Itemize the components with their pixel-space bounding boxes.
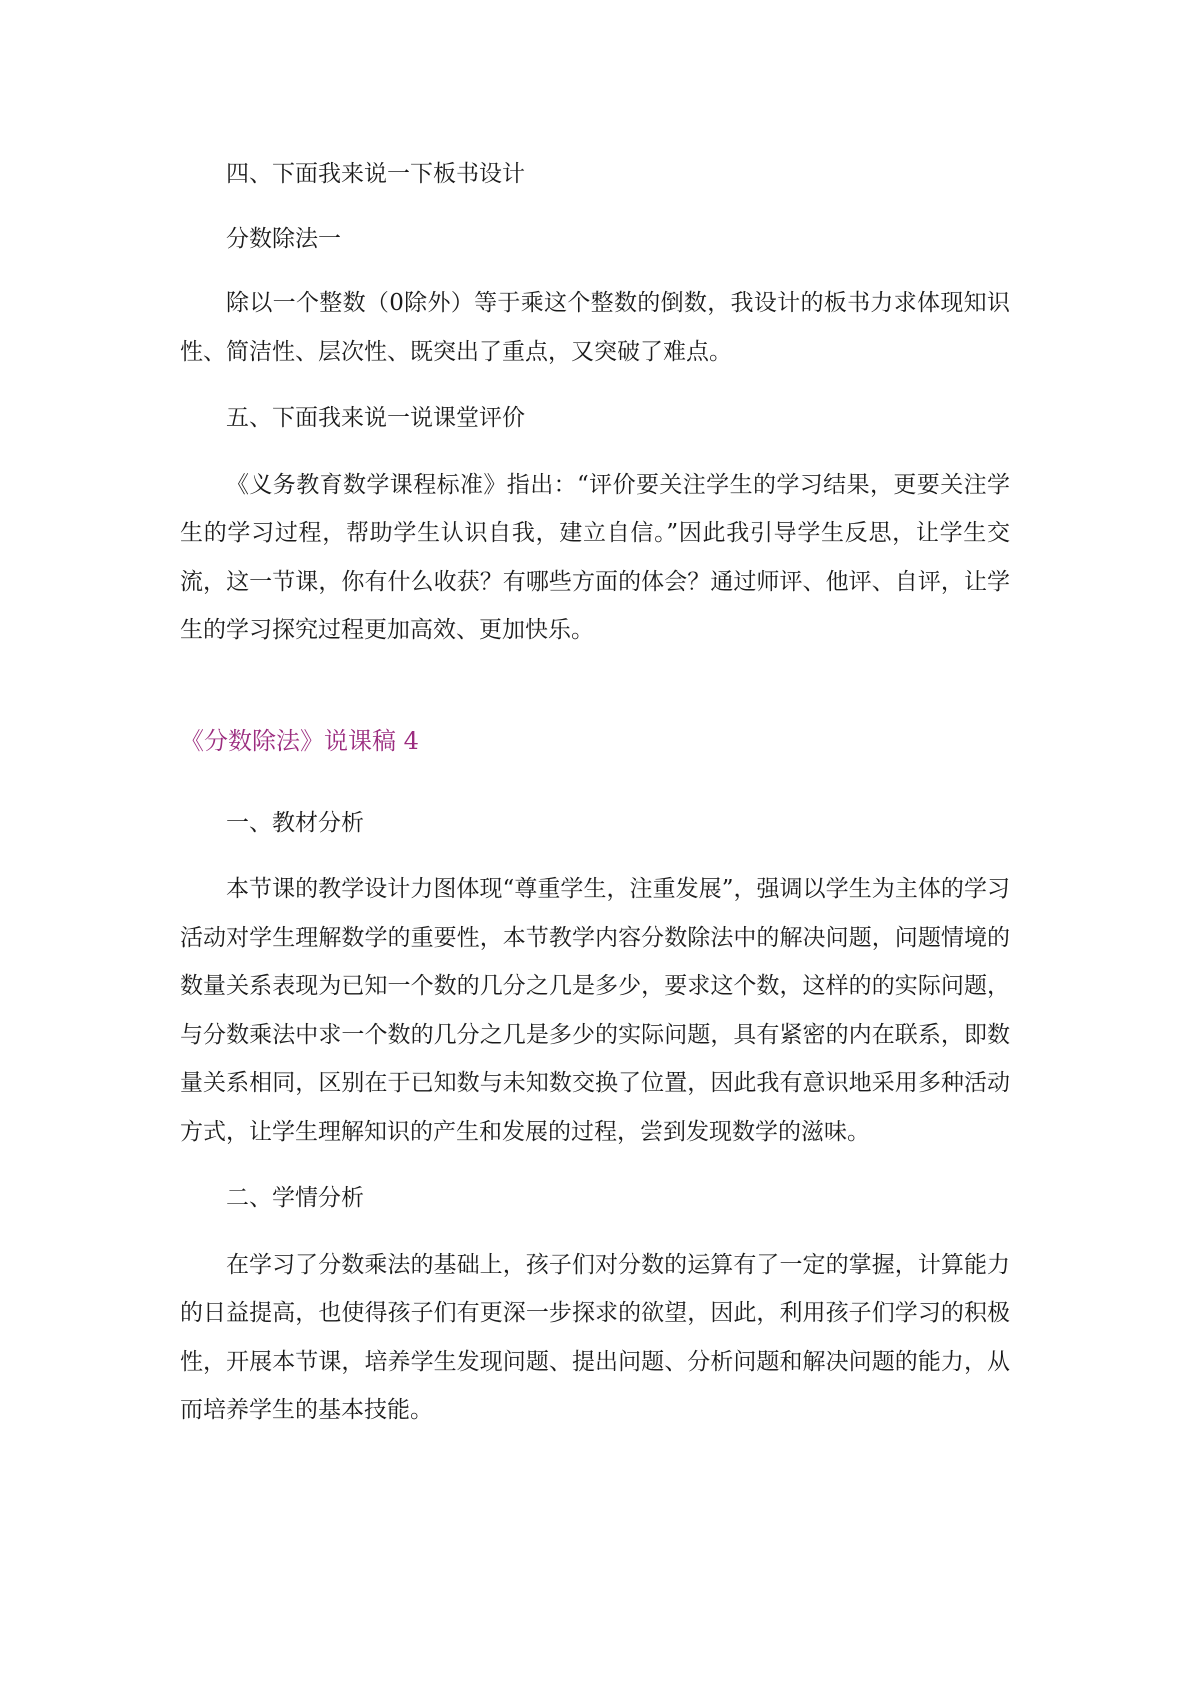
- document-content: [180, 150, 1010, 1435]
- section-heading-material-analysis: 一、教材分析: [226, 809, 364, 836]
- document-title: 《分数除法》说课稿 4: [180, 726, 419, 755]
- section-heading-evaluation: 五、下面我来说一说课堂评价: [226, 405, 525, 431]
- student-analysis-paragraph: 在学习了分数乘法的基础上，孩子们对分数的运算有了一定的掌握，计算能力的日益提高，也使得孩子们有更深一步探求的欲望，因此，利用孩子们学习的积极性，开展本节课，培养学生发现问题、提出问题、分析问题和解决问题的能力，从而培养学生的基本技能。: [180, 1251, 1010, 1423]
- board-title: 分数除法一: [226, 225, 341, 252]
- evaluation-paragraph: 《义务教育数学课程标准》指出：“评价要关注学生的学习结果，更要关注学生的学习过程，帮助学生认识自我，建立自信。”因此我引导学生反思，让学生交流，这一节课，你有什么收获？有哪些方面的体会？通过师评、他评、自评，让学生的学习探究过程更加高效、更加快乐。: [180, 471, 1010, 643]
- section-heading-board-design: 四、下面我来说一下板书设计: [226, 161, 525, 187]
- section-heading-student-analysis: 二、学情分析: [226, 1185, 364, 1211]
- board-design-paragraph: 除以一个整数（0除外）等于乘这个整数的倒数，我设计的板书力求体现知识性、简洁性、层次性、既突出了重点，又突破了难点。: [180, 290, 1010, 365]
- material-analysis-paragraph: 本节课的教学设计力图体现“尊重学生，注重发展”，强调以学生为主体的学习活动对学生理解数学的重要性，本节教学内容分数除法中的解决问题，问题情境的数量关系表现为已知一个数的几分之几是多少，要求这个数，这样的的实际问题，与分数乘法中求一个数的几分之几是多少的实际问题，具有紧密的内在联系，即数量关系相同，区别在于已知数与未知数交换了位置，因此我有意识地采用多种活动方式，让学生理解知识的产生和发展的过程，尝到发现数学的滋味。: [180, 876, 1010, 1145]
